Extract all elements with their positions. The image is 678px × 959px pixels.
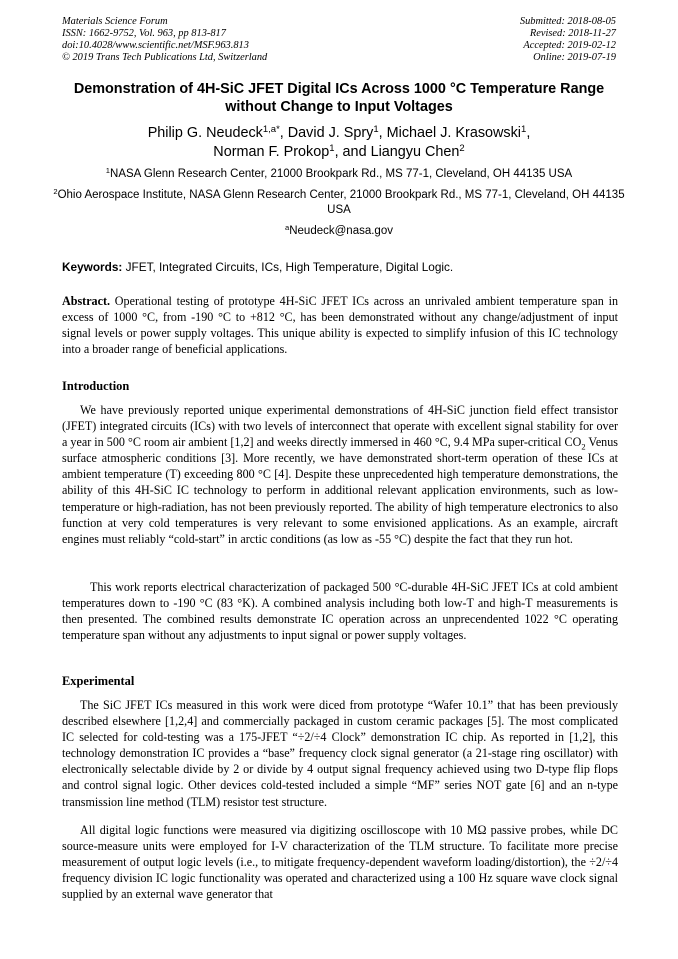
section-heading-introduction: Introduction bbox=[62, 379, 130, 393]
abstract-text: Operational testing of prototype 4H-SiC JFET ICs across an unrivaled ambient temperature span in excess of 1000 °C, from -190 °C to +812 °C, has been demonstrated without any change/adjustment of input signal levels or power supply voltages. This unique ability is expected to simplify infusion of this IC technology into a broader range of beneficial applications. bbox=[62, 294, 618, 357]
affiliation-text: NASA Glenn Research Center, 21000 Brookpark Rd., MS 77-1, Cleveland, OH 44135 USA bbox=[110, 168, 573, 180]
affiliation-2 bbox=[40, 188, 638, 218]
author-name: Norman F. Prokop bbox=[213, 144, 330, 160]
date-submitted: Submitted: 2018-08-05 bbox=[519, 16, 616, 27]
keywords-label: Keywords: bbox=[62, 260, 123, 274]
author-name: , David J. Spry bbox=[279, 125, 374, 141]
abstract-label: Abstract. bbox=[62, 294, 111, 308]
date-online: Online: 2019-07-19 bbox=[533, 52, 616, 63]
email-mark: a bbox=[285, 222, 290, 232]
subscript-2: 2 bbox=[581, 441, 586, 452]
author-affiliation-mark: 2 bbox=[459, 142, 465, 154]
introduction-paragraph-2: This work reports electrical characterization of packaged 500 °C-durable 4H-SiC JFET ICs at cold ambient temperatures down to -190 °C (83 °K). A combined analysis including both low-T and high-T measurements is then presented. The combined results demonstrate IC operation across an unprecendented 1022 °C operating temperature span without any adjustments to input signal or power supply voltages. bbox=[62, 580, 618, 643]
keywords-text: JFET, Integrated Circuits, ICs, High Temperature, Digital Logic. bbox=[122, 260, 454, 274]
author-affiliation-mark: 1 bbox=[521, 123, 527, 135]
paper-title: Demonstration of 4H-SiC JFET Digital ICs Across 1000 °C Temperature Range without Change to Input Voltages bbox=[73, 81, 605, 115]
experimental-paragraph-2: All digital logic functions were measured via digitizing oscilloscope with 10 MΩ passive probes, while DC source-measure units were employed for I-V characterization of the TLM structure. To facilitate more precise measurement of output logic levels (i.e., to mitigate frequency-dependent waveform loading/distortion), the ÷2/÷4 frequency division IC logic functionality was operated and characterized using a 100 Hz square wave clock signal supplied by an external wave generator that bbox=[62, 823, 618, 902]
affiliation-mark: 2 bbox=[53, 186, 58, 196]
publication-dates bbox=[520, 16, 616, 64]
author-name: , and Liangyu Chen bbox=[334, 144, 460, 160]
author-name: , Michael J. Krasowski bbox=[378, 125, 522, 141]
journal-doi[interactable]: doi:10.4028/www.scientific.net/MSF.963.813 bbox=[62, 40, 249, 51]
affiliation-text: Ohio Aerospace Institute, NASA Glenn Research Center, 21000 Brookpark Rd., MS 77-1, Cleveland, OH 44135 USA bbox=[57, 189, 625, 216]
author-list bbox=[50, 124, 628, 162]
author-affiliation-mark: 1 bbox=[329, 142, 335, 154]
author-affiliation-mark: 1,a* bbox=[262, 123, 280, 135]
affiliation-mark: 1 bbox=[105, 165, 111, 175]
author-separator: , bbox=[526, 125, 531, 141]
author-affiliation-mark: 1 bbox=[373, 123, 379, 135]
date-accepted: Accepted: 2019-02-12 bbox=[523, 40, 616, 51]
journal-issn: ISSN: 1662-9752, Vol. 963, pp 813-817 bbox=[62, 28, 226, 39]
journal-info bbox=[62, 16, 267, 64]
date-revised: Revised: 2018-11-27 bbox=[529, 28, 616, 39]
keywords bbox=[62, 260, 618, 275]
abstract bbox=[62, 293, 618, 357]
experimental-paragraph-1: The SiC JFET ICs measured in this work were diced from prototype “Wafer 10.1” that has been previously described elsewhere [1,2,4] and commercially packaged in custom ceramic packages [5]. The most complicated IC selected for cold-testing was a 175-JFET “÷2/÷4 Clock” demonstration IC chip. As reported in [1,2], this technology demonstration IC provides a “base” frequency clock signal generator (a 21-stage ring oscillator) with electronically selectable divide by 2 or divide by 4 output signal frequency achieved using two D-type flip flops and control signal logic. Other devices cold-tested included a simple “MF” series NOT gate [6] and an n-type transmission line method (TLM) resistor test structure. bbox=[62, 698, 618, 809]
journal-copyright: © 2019 Trans Tech Publications Ltd, Switzerland bbox=[62, 52, 268, 63]
section-heading-experimental: Experimental bbox=[62, 674, 135, 688]
journal-name: Materials Science Forum bbox=[62, 16, 168, 27]
introduction-paragraph-1 bbox=[62, 402, 618, 547]
affiliation-1 bbox=[40, 167, 638, 182]
paragraph-text: We have previously reported unique experimental demonstrations of 4H-SiC junction field effect transistor (JFET) integrated circuits (ICs) with two levels of interconnect that operate with excellent signal stability for over a year in 500 °C room air ambient [1,2] and weeks directly immersed in 460 °C, 9.4 MPa super-critical CO bbox=[62, 403, 618, 450]
author-name: Philip G. Neudeck bbox=[147, 125, 263, 141]
email-link[interactable]: Neudeck@nasa.gov bbox=[289, 225, 393, 237]
paragraph-text: Venus surface atmospheric conditions [3]. More recently, we have demonstrated short-term operation of these ICs at ambient temperature (T) exceeding 800 °C [4]. Despite these unprecedented high temperature demonstrations, the ability of this 4H-SiC IC technology to perform in additional relevant application environments, such as low-temperature or high-radiation, has not been previously reported. The ability of high temperature electronics to also function at very cold temperatures is very relevant to some envisioned applications. As an example, aircraft engines must reliably “cold-start” in arctic conditions (as low as -55 °C) despite the fact that they run hot. bbox=[62, 435, 618, 546]
author-email bbox=[40, 224, 638, 239]
